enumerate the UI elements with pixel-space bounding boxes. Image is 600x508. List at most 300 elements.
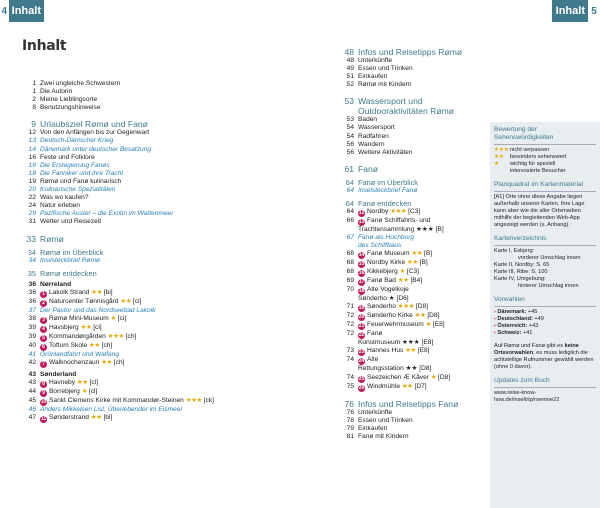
toc-page-number: 1 xyxy=(32,88,36,96)
toc-entry[interactable] xyxy=(22,154,312,162)
toc-entry-text: 2 Naturcenter Tønnisgård ★★ [ci] xyxy=(40,298,141,307)
rating-stars: ★★★ xyxy=(107,332,124,340)
sight-number-badge: 1 xyxy=(40,291,47,298)
toc-entry-text: Was wo kaufen? xyxy=(40,194,89,202)
dial-note-c: , es muss lediglich die achtstellige Rufnummer gewählt werden (ohne 0 davor). xyxy=(494,350,594,370)
toc-entry-text: Urlaubsziel Rømø und Fanø xyxy=(40,119,148,130)
sight-number-badge: 13 xyxy=(358,218,365,225)
toc-entry-text: Infos und Reisetipps Fanø xyxy=(358,398,459,409)
toc-entry[interactable] xyxy=(340,330,490,339)
map-index-item: hinterer Umschlag innen xyxy=(518,283,579,289)
toc-page-number: 72 xyxy=(346,330,354,338)
toc-entry-text: 4 Havsbjerg ★★ [ci] xyxy=(40,324,102,333)
toc-entry[interactable] xyxy=(22,371,312,379)
sight-number-badge: 8 xyxy=(40,381,47,388)
grid-heading: Planquadrat im Kartenmaterial xyxy=(494,181,584,188)
toc-entry-text: 12 Nordby ★★★ [C3] xyxy=(358,207,421,216)
toc-page-number: 18 xyxy=(28,169,36,177)
dial-code: +43 xyxy=(527,323,539,329)
toc-page-number: 20 xyxy=(28,186,36,194)
chevron-right-icon: › xyxy=(494,309,498,315)
rating-stars: ★★ xyxy=(414,312,426,320)
toc-entry[interactable] xyxy=(340,286,490,295)
toc-entry-text: Natur erleben xyxy=(40,202,80,210)
toc-page-number: 72 xyxy=(346,321,354,329)
toc-page-number: 34 xyxy=(27,247,36,257)
toc-page-number: 38 xyxy=(28,314,36,322)
toc-entry-text: Rømø im Überblick xyxy=(40,247,104,257)
toc-page-number: 75 xyxy=(346,382,354,390)
toc-entry-text: Rømø entdecken xyxy=(40,268,97,278)
toc-entry[interactable] xyxy=(22,96,312,104)
toc-entry[interactable] xyxy=(340,164,490,174)
toc-entry[interactable] xyxy=(22,281,312,289)
toc-page-number: 24 xyxy=(28,202,36,210)
toc-entry[interactable] xyxy=(340,242,490,250)
toc-page-number: 61 xyxy=(344,163,354,174)
rating-stars: ★★★ xyxy=(390,207,407,215)
toc-page-number xyxy=(340,106,358,116)
toc-page-number: 45 xyxy=(28,396,36,404)
rating-stars: ★★ xyxy=(405,347,416,355)
toc-entry[interactable] xyxy=(340,116,490,124)
toc-page-number: 43 xyxy=(28,370,36,378)
toc-entry-text: Kulinarische Spezialitäten xyxy=(40,186,116,194)
sight-number-badge: 16 xyxy=(358,270,365,277)
toc-page-number: 56 xyxy=(346,140,354,148)
toc-entry[interactable] xyxy=(340,268,490,277)
dial-country: Deutschland: xyxy=(497,316,533,322)
toc-entry[interactable] xyxy=(340,383,490,392)
toc-entry[interactable] xyxy=(22,248,312,257)
toc-entry[interactable] xyxy=(340,321,490,330)
legend-text: nicht verpassen xyxy=(510,147,550,153)
toc-entry[interactable] xyxy=(340,141,490,149)
sight-number-badge: 2 xyxy=(40,300,47,307)
toc-page-number: 47 xyxy=(28,414,36,422)
page-number-left: 4 xyxy=(0,0,9,22)
toc-page-number: 33 xyxy=(26,233,36,244)
toc-page-number: 46 xyxy=(28,405,36,413)
toc-entry[interactable] xyxy=(340,312,490,321)
toc-entry[interactable] xyxy=(22,137,312,145)
grid-text: [A1] Orte ohne diese Angabe liegen außerhalb unserer Karten. Ihre Lage kann aber wie die aller Ortsmarken mithilfe der begleitenden Web-App angezeigt werden (s. Anhang). xyxy=(494,194,585,228)
toc-entry-text: Wandern xyxy=(358,140,385,148)
legend-text: interessierte Besucher xyxy=(510,168,566,174)
page-number-right: 5 xyxy=(588,0,600,22)
dial-country: Dänemark: xyxy=(497,309,527,315)
header-label-left: Inhalt xyxy=(11,5,41,17)
toc-entry[interactable] xyxy=(22,414,312,423)
toc-entry[interactable] xyxy=(340,417,490,425)
toc-entry-text: Wassersport und xyxy=(358,96,423,107)
toc-page-number: 43 xyxy=(28,378,36,386)
toc-entry[interactable] xyxy=(22,342,312,351)
toc-entry[interactable] xyxy=(22,324,312,333)
toc-entry-text: Fanø im Überblick xyxy=(358,177,418,187)
toc-entry[interactable] xyxy=(22,234,312,244)
dial-note xyxy=(494,343,596,371)
rating-stars: ★★ xyxy=(88,341,100,349)
toc-middle-column xyxy=(340,40,490,441)
toc-entry-text: Essen und Trinken xyxy=(358,416,413,424)
dial-code: +49 xyxy=(532,316,544,322)
sight-number-badge: 24 xyxy=(358,358,365,365)
toc-entry[interactable] xyxy=(22,269,312,278)
toc-page-number: 64 xyxy=(345,177,354,187)
toc-entry-text: Von den Anfängen bis zur Gegenwart xyxy=(40,129,150,137)
info-sidebar xyxy=(490,122,600,508)
toc-entry[interactable] xyxy=(340,149,490,157)
toc-page-number: 12 xyxy=(28,129,36,137)
toc-page-number: 16 xyxy=(28,153,36,161)
chevron-right-icon: › xyxy=(494,323,498,329)
dial-code: +41 xyxy=(521,330,533,336)
toc-entry-text: 8 Havneby ★★ [cl] xyxy=(40,379,98,388)
toc-entry-text: 7 Walknochenzaun ★★ [ch] xyxy=(40,359,124,368)
sight-number-badge: 21 xyxy=(358,323,365,330)
toc-page-number: 48 xyxy=(344,47,354,57)
toc-entry[interactable] xyxy=(22,88,312,96)
toc-entry-text: Deutsch-Dänischer Krieg xyxy=(40,137,114,145)
sight-number-badge: 14 xyxy=(358,252,365,259)
toc-entry[interactable] xyxy=(340,208,490,217)
toc-entry-text: 18 Alte Vogelkoje xyxy=(358,286,409,295)
toc-entry[interactable] xyxy=(340,81,490,89)
sight-number-badge: 12 xyxy=(358,209,365,216)
toc-page-number: 41 xyxy=(28,350,36,358)
toc-entry-text: Insilsteckbrief Rømø xyxy=(40,256,101,264)
chevron-right-icon: › xyxy=(494,316,498,322)
toc-entry[interactable] xyxy=(22,315,312,324)
toc-entry[interactable] xyxy=(340,399,490,409)
rating-stars: ★ xyxy=(81,387,88,395)
dial-code-row xyxy=(494,309,596,316)
toc-entry-text: Dänemark unter deutscher Besatzung xyxy=(40,145,152,153)
dial-code-row xyxy=(494,330,596,337)
toc-entry-text: 6 Toftum Skole ★★ [ch] xyxy=(40,342,112,351)
toc-page-number: 2 xyxy=(32,96,36,104)
toc-page-number xyxy=(340,365,358,373)
toc-entry[interactable] xyxy=(22,119,312,129)
toc-page-number: 48 xyxy=(346,57,354,64)
toc-entry-text: Grönlandfahrt und Walfang xyxy=(40,350,120,358)
chevron-right-icon: › xyxy=(494,330,498,336)
toc-entry-text: 10 Sankt Clemens Kirke mit Kommandør-Steinen ★★★ [ck] xyxy=(40,396,215,405)
sight-number-badge: 10 xyxy=(40,398,47,405)
toc-page-number xyxy=(340,295,358,303)
toc-entry[interactable] xyxy=(340,365,490,373)
updates-url[interactable]: www.reise-know-how.de/inseltrip/roemoe22 xyxy=(494,390,560,403)
toc-entry[interactable] xyxy=(340,96,490,106)
toc-entry[interactable] xyxy=(340,425,490,433)
toc-page-number: 22 xyxy=(28,194,36,202)
rating-stars: ★ xyxy=(425,321,432,329)
toc-page-number: 8 xyxy=(32,104,36,112)
rating-stars: ★ xyxy=(110,314,116,322)
toc-entry[interactable] xyxy=(22,162,312,170)
rating-stars: ★ xyxy=(399,268,406,276)
rating-stars: ★ xyxy=(430,373,437,381)
toc-entry-text: Trachtensammlung ★★★ [B] xyxy=(358,225,444,233)
toc-entry-text: Wetter und Reisezeit xyxy=(40,218,102,226)
toc-entry-text: Inselsteckbrief Fanø xyxy=(358,186,418,194)
toc-entry-text: Rettungsstation ★★ [D8] xyxy=(358,365,432,373)
toc-entry-text: Meine Lieblingsorte xyxy=(40,96,98,104)
toc-entry[interactable] xyxy=(22,218,312,226)
toc-entry-text: 15 Nordby Kirke ★★ [B] xyxy=(358,259,428,268)
toc-entry-text: Pazifische Auster – die Exotin im Wattenmeer xyxy=(40,210,174,218)
toc-entry-text: des Schiffbaus xyxy=(358,242,402,250)
toc-page-number: 49 xyxy=(346,65,354,73)
legend-row xyxy=(494,154,596,161)
toc-page-number: 1 xyxy=(32,80,36,87)
sight-number-badge: 3 xyxy=(40,317,47,324)
toc-page-number: 31 xyxy=(28,218,36,226)
toc-page-number: 76 xyxy=(346,408,354,416)
toc-entry[interactable] xyxy=(22,388,312,397)
toc-entry[interactable] xyxy=(340,217,490,226)
sight-number-badge: 25 xyxy=(358,375,365,382)
toc-entry[interactable] xyxy=(340,409,490,417)
toc-entry-text: 22 Fanø xyxy=(358,330,383,339)
toc-page-number: 56 xyxy=(346,148,354,156)
sight-number-badge: 22 xyxy=(358,332,365,339)
toc-entry[interactable] xyxy=(340,124,490,132)
toc-entry-text: Unterkünfte xyxy=(358,408,393,416)
toc-entry[interactable] xyxy=(340,347,490,356)
toc-entry[interactable] xyxy=(22,80,312,88)
toc-entry[interactable] xyxy=(22,178,312,186)
rating-stars: ★★ xyxy=(120,297,132,305)
toc-entry-text: Fanø mit Kindern xyxy=(358,432,409,440)
toc-page-number: 66 xyxy=(346,216,354,224)
dial-code: +45 xyxy=(526,309,538,315)
toc-entry[interactable] xyxy=(22,186,312,194)
toc-entry[interactable] xyxy=(340,226,490,234)
toc-entry[interactable] xyxy=(22,202,312,210)
toc-page-number: 71 xyxy=(346,303,354,311)
toc-page-number: 29 xyxy=(28,210,36,218)
updates-heading: Updates zum Buch xyxy=(494,377,550,384)
rating-stars: ★★ xyxy=(80,323,92,331)
toc-page-number: 68 xyxy=(346,259,354,267)
toc-entry-text: Baden xyxy=(358,116,378,124)
toc-page-number: 73 xyxy=(346,347,354,355)
toc-page-number: 74 xyxy=(346,356,354,364)
toc-entry[interactable] xyxy=(22,406,312,414)
toc-page-number xyxy=(340,242,358,250)
toc-page-number xyxy=(340,339,358,347)
toc-entry-text: Die Erstegierung Fanøs xyxy=(40,161,110,169)
toc-page-number: 44 xyxy=(28,387,36,395)
map-index-item: Karte I, Esbjerg: xyxy=(494,248,535,254)
sight-number-badge: 23 xyxy=(358,349,365,356)
toc-entry[interactable] xyxy=(340,187,490,195)
toc-entry[interactable] xyxy=(340,277,490,286)
toc-entry-text: Einkaufen xyxy=(358,73,388,81)
toc-entry[interactable] xyxy=(22,307,312,315)
toc-page-number: 16 xyxy=(28,161,36,169)
dial-country: Österreich: xyxy=(497,323,528,329)
toc-page-number: 9 xyxy=(31,119,36,130)
toc-entry-text: 24 Alte xyxy=(358,356,379,365)
sight-number-badge: 20 xyxy=(358,314,365,321)
toc-entry-text: 11 Sønderstrand ★★ [bl] xyxy=(40,414,113,423)
toc-page-number: 39 xyxy=(28,323,36,331)
toc-entry-text: Nørreland xyxy=(40,280,72,288)
toc-entry-text: 23 Hannes Hus ★★ [E8] xyxy=(358,347,430,356)
toc-page-number: 13 xyxy=(28,137,36,145)
legend-text: wichtig für speziell xyxy=(510,161,556,167)
dial-codes xyxy=(494,309,596,337)
toc-entry[interactable] xyxy=(22,298,312,307)
legend-stars: ★★ xyxy=(494,154,505,160)
rating-legend xyxy=(494,147,596,175)
toc-page-number xyxy=(340,226,358,234)
toc-entry-text: 13 Fanø Schiffahrts- und xyxy=(358,216,431,225)
toc-entry-text: Sønderho ★ [D6] xyxy=(358,295,409,303)
toc-entry-text: 3 Rømø Mini-Museum ★ [ci] xyxy=(40,315,126,324)
toc-entry[interactable] xyxy=(22,397,312,406)
legend-stars: ★ xyxy=(494,161,500,167)
toc-entry[interactable] xyxy=(22,359,312,368)
toc-entry-text: 5 Kommandørgården ★★★ [ch] xyxy=(40,333,136,342)
toc-entry[interactable] xyxy=(340,433,490,441)
toc-page-number: 54 xyxy=(346,124,354,132)
toc-page-number: 42 xyxy=(28,358,36,366)
toc-entry[interactable] xyxy=(340,57,490,65)
sight-number-badge: 19 xyxy=(358,305,365,312)
toc-entry-text: Outdooraktivitäten Rømø xyxy=(358,106,454,117)
toc-entry[interactable] xyxy=(340,65,490,73)
toc-entry[interactable] xyxy=(22,129,312,137)
toc-entry-text: Der Pastor und das Nordseebad Lakolk xyxy=(40,306,156,314)
dial-codes-heading: Vorwahlen xyxy=(494,296,525,303)
toc-entry[interactable] xyxy=(340,133,490,141)
toc-entry[interactable] xyxy=(22,379,312,388)
toc-page-number: 67 xyxy=(346,234,354,242)
toc-entry[interactable] xyxy=(340,303,490,312)
toc-entry[interactable] xyxy=(22,351,312,359)
toc-page-number: 64 xyxy=(346,186,354,194)
toc-entry[interactable] xyxy=(22,210,312,218)
toc-page-number: 36 xyxy=(28,297,36,305)
toc-page-number: 70 xyxy=(346,286,354,294)
rating-stars: ★★★ xyxy=(397,303,415,311)
header-right xyxy=(552,0,600,22)
toc-entry[interactable] xyxy=(340,259,490,268)
toc-entry-text: Rømø xyxy=(40,233,64,244)
sight-number-badge: 17 xyxy=(358,279,365,286)
toc-page-number: 79 xyxy=(346,424,354,432)
toc-page-number: 39 xyxy=(28,332,36,340)
map-index xyxy=(494,248,596,290)
toc-entry[interactable] xyxy=(340,178,490,187)
toc-entry[interactable] xyxy=(22,257,312,265)
toc-entry[interactable] xyxy=(340,234,490,242)
toc-entry[interactable] xyxy=(22,333,312,342)
toc-entry[interactable] xyxy=(340,250,490,259)
sight-number-badge: 5 xyxy=(40,335,47,342)
toc-entry[interactable] xyxy=(340,199,490,208)
sight-number-badge: 11 xyxy=(40,416,47,423)
map-index-heading: Kartenverzeichnis xyxy=(494,235,547,242)
rating-stars: ★★★ xyxy=(185,396,202,404)
toc-page-number: 36 xyxy=(28,288,36,296)
toc-page-number: 37 xyxy=(28,306,36,314)
rating-stars: ★★ xyxy=(411,250,423,258)
rating-stars: ★★ xyxy=(401,382,413,390)
toc-entry-text: 20 Sønderho Kirke ★★ [D8] xyxy=(358,312,440,321)
legend-text: besonders sehenswert xyxy=(510,154,567,160)
sight-number-badge: 18 xyxy=(358,288,365,295)
rating-stars: ★★ xyxy=(406,259,418,267)
toc-entry[interactable] xyxy=(22,170,312,178)
toc-page-number: 81 xyxy=(346,432,354,440)
toc-entry[interactable] xyxy=(340,47,490,57)
legend-row xyxy=(494,168,596,175)
dial-code-row xyxy=(494,323,596,330)
toc-entry[interactable] xyxy=(340,73,490,81)
toc-entry-text: Wassersport xyxy=(358,124,395,132)
page-title: Inhalt xyxy=(22,38,67,54)
toc-page-number: 19 xyxy=(28,177,36,185)
toc-entry-text: Fanø entdecken xyxy=(358,198,412,208)
sight-number-badge: 26 xyxy=(358,384,365,391)
toc-entry[interactable] xyxy=(22,146,312,154)
toc-entry[interactable] xyxy=(22,289,312,298)
toc-page-number: 40 xyxy=(28,341,36,349)
toc-page-number: 64 xyxy=(346,207,354,215)
toc-entry-text: 16 Kikkebjerg ★ [C3] xyxy=(358,268,419,277)
divider xyxy=(494,306,596,307)
toc-page-number: 64 xyxy=(345,198,354,208)
toc-entry-text: 17 Fanø Bad ★★ [B4] xyxy=(358,277,423,286)
toc-entry-text: Die Autorin xyxy=(40,88,73,96)
toc-entry[interactable] xyxy=(340,106,490,116)
toc-page-number: 68 xyxy=(346,250,354,258)
toc-page-number: 36 xyxy=(28,280,36,288)
toc-entry[interactable] xyxy=(22,194,312,202)
toc-entry-text: Zwei ungleiche Schwestern xyxy=(40,80,121,87)
toc-entry-text: 25 Seezeichen Æ Kåver ★ [D8] xyxy=(358,373,451,382)
rating-stars: ★★ xyxy=(91,288,102,296)
dial-note-b: keine Ortsvorwahlen xyxy=(494,343,579,356)
toc-page-number: 74 xyxy=(346,373,354,381)
legend-stars xyxy=(494,168,510,175)
toc-entry-text: Benutzungshinweise xyxy=(40,104,101,112)
dial-note-a: Auf Rømø und Fanø gibt es xyxy=(494,343,565,349)
toc-entry-text: Die Fanniker und ihre Tracht xyxy=(40,169,124,177)
rating-stars: ★★ xyxy=(397,277,409,285)
divider xyxy=(494,245,596,246)
header-left xyxy=(0,0,44,22)
toc-page-number: 53 xyxy=(344,96,354,107)
sight-number-badge: 7 xyxy=(40,361,47,368)
toc-page-number: 69 xyxy=(346,277,354,285)
divider xyxy=(494,144,596,145)
toc-entry[interactable] xyxy=(22,104,312,112)
toc-entry-text: Anders Mikkelsen List, Überlebender im Eismeer xyxy=(40,405,183,413)
toc-entry[interactable] xyxy=(340,374,490,383)
map-index-item: vorderer Umschlag innen xyxy=(518,255,581,261)
toc-page-number: 78 xyxy=(346,416,354,424)
sight-number-badge: 6 xyxy=(40,344,47,351)
toc-entry-text: Sønderland xyxy=(40,370,77,378)
sight-number-badge: 9 xyxy=(40,390,47,397)
rating-stars: ★★ xyxy=(90,414,102,422)
